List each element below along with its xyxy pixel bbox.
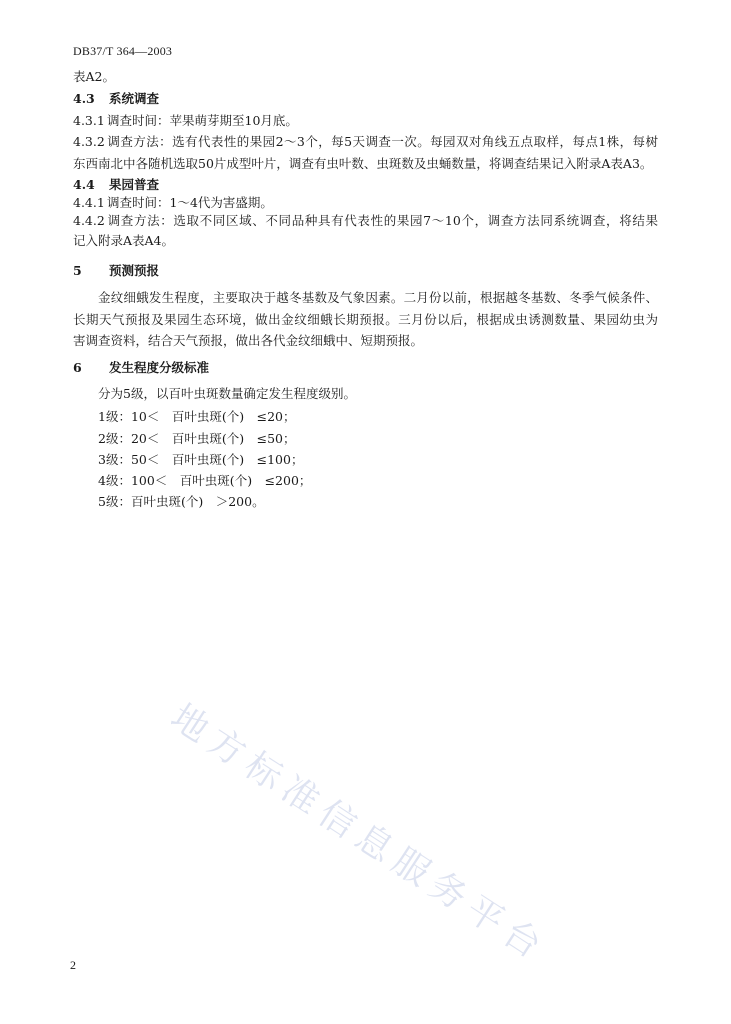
level-2-criterion: 2级：20＜ 百叶虫斑(个) ≤50； bbox=[98, 431, 296, 446]
section-6-heading bbox=[73, 359, 209, 377]
carry-over-text: 表A2。 bbox=[73, 69, 115, 84]
section-6-intro: 分为5级，以百叶虫斑数量确定发生程度级别。 bbox=[98, 386, 356, 401]
section-5-heading bbox=[73, 262, 159, 280]
clause-4-3-1 bbox=[73, 112, 298, 130]
section-number: 6 bbox=[73, 360, 82, 375]
clause-number: 4.3.1 bbox=[73, 113, 105, 128]
clause-text: 调查方法：选有代表性的果园2～3个，每5天调查一次。每园双对角线五点取样，每点1株，每树 bbox=[107, 134, 658, 149]
level-3-criterion: 3级：50＜ 百叶虫斑(个) ≤100； bbox=[98, 452, 304, 467]
clause-4-4-2-line-2: 记入附录A表A4。 bbox=[73, 233, 175, 248]
clause-number: 4.3.2 bbox=[73, 134, 105, 149]
clause-number: 4.4.1 bbox=[73, 195, 105, 210]
section-title: 预测预报 bbox=[109, 263, 160, 278]
watermark-text: 地方标准信息服务平台 bbox=[163, 696, 555, 971]
level-1-criterion: 1级：10＜ 百叶虫斑(个) ≤20； bbox=[98, 409, 296, 424]
section-number: 4.3 bbox=[73, 91, 95, 106]
section-5-paragraph-line-1: 金纹细蛾发生程度，主要取决于越冬基数及气象因素。二月份以前，根据越冬基数、冬季气候条件、 bbox=[98, 290, 658, 305]
level-4-criterion: 4级：100＜ 百叶虫斑(个) ≤200； bbox=[98, 473, 312, 488]
section-number: 5 bbox=[73, 263, 82, 278]
section-number: 4.4 bbox=[73, 177, 95, 192]
clause-text: 调查方法：选取不同区域、不同品种具有代表性的果园7～10个，调查方法同系统调查，将结果 bbox=[107, 213, 658, 228]
section-5-paragraph-line-2: 长期天气预报及果园生态环境，做出金纹细蛾长期预报。三月份以后，根据成虫诱测数量、果园幼虫为 bbox=[73, 312, 658, 327]
clause-text: 调查时间：苹果萌芽期至10月底。 bbox=[107, 113, 298, 128]
section-5-paragraph-line-3: 害调查资料，结合天气预报，做出各代金纹细蛾中、短期预报。 bbox=[73, 333, 424, 348]
document-code: DB37/T 364—2003 bbox=[73, 44, 173, 58]
section-4-4-heading bbox=[73, 176, 159, 194]
clause-4-3-2-line-2: 东西南北中各随机选取50片成型叶片，调查有虫叶数、虫斑数及虫蛹数量，将调查结果记入附录A表A3。 bbox=[73, 156, 653, 171]
clause-4-4-2-line-1 bbox=[73, 210, 658, 232]
clause-4-3-2-line-1 bbox=[73, 131, 658, 153]
section-title: 系统调查 bbox=[109, 91, 160, 106]
page-number: 2 bbox=[70, 958, 76, 972]
clause-number: 4.4.2 bbox=[73, 213, 105, 228]
section-title: 果园普查 bbox=[109, 177, 160, 192]
level-5-criterion: 5级：百叶虫斑(个) ＞200。 bbox=[98, 494, 265, 509]
section-4-3-heading bbox=[73, 90, 159, 108]
section-title: 发生程度分级标准 bbox=[109, 360, 210, 375]
clause-text: 调查时间：1～4代为害盛期。 bbox=[107, 195, 273, 210]
